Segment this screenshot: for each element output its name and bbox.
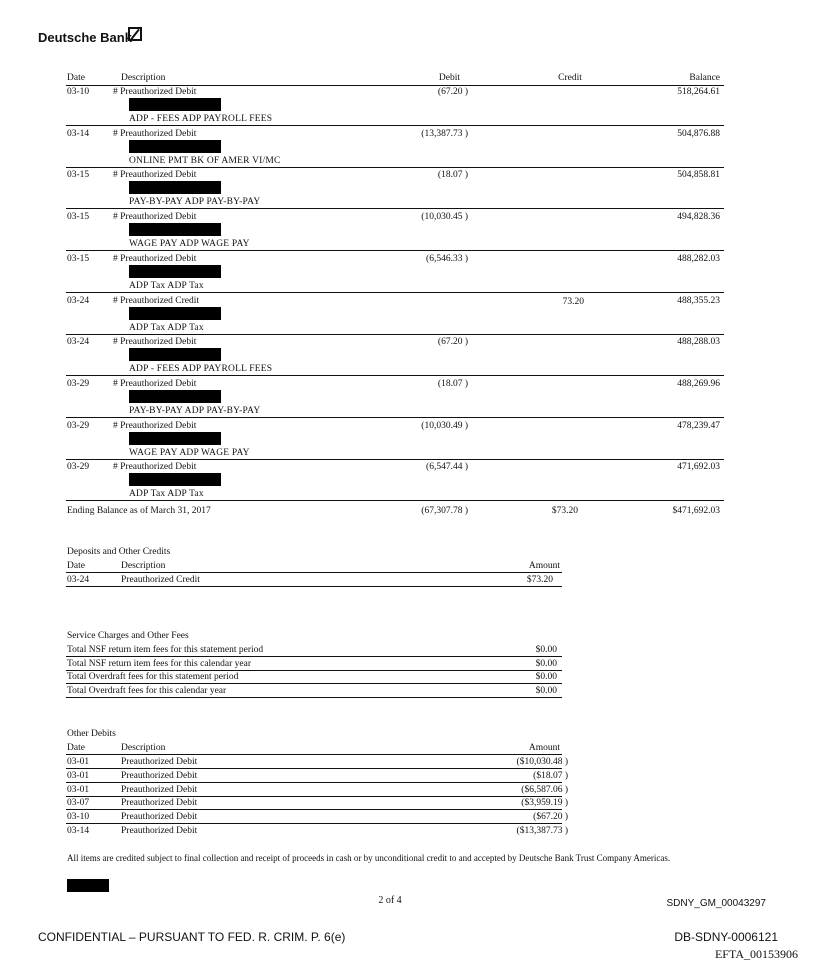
txn-row-rule <box>66 208 724 209</box>
other-debit-date: 03-10 <box>67 812 90 823</box>
txn-detail: ADP - FEES ADP PAYROLL FEES <box>129 364 273 375</box>
txn-balance: 471,692.03 <box>677 462 720 473</box>
txn-detail: ADP Tax ADP Tax <box>129 280 204 291</box>
txn-row-rule <box>66 334 724 335</box>
txn-debit: (6,546.33 ) <box>426 253 468 264</box>
col-header-credit: Credit <box>558 73 582 83</box>
ending-balance-label: Ending Balance as of March 31, 2017 <box>67 506 211 516</box>
redaction-block <box>67 879 109 892</box>
other-debit-amount: ($10,030.48 ) <box>516 757 568 767</box>
ending-credit-total: $73.20 <box>551 506 578 516</box>
other-debits-title: Other Debits <box>67 729 116 739</box>
txn-date: 03-15 <box>67 170 90 181</box>
txn-type: # Preauthorized Debit <box>113 253 197 264</box>
other-debit-date: 03-01 <box>67 784 90 795</box>
txn-detail: PAY-BY-PAY ADP PAY-BY-PAY <box>129 405 261 416</box>
other-debit-amount: ($13,387.73 ) <box>516 826 568 836</box>
txn-row-rule <box>66 250 724 251</box>
txn-date: 03-14 <box>67 128 90 139</box>
txn-detail: ADP - FEES ADP PAYROLL FEES <box>129 114 273 124</box>
txn-balance: 518,264.61 <box>677 87 720 97</box>
txn-type: # Preauthorized Debit <box>113 87 197 97</box>
other-debit-date: 03-14 <box>67 826 90 836</box>
txn-row-rule <box>66 500 724 501</box>
txn-debit: (6,547.44 ) <box>426 462 468 473</box>
txn-date: 03-10 <box>67 87 90 97</box>
other-debit-description: Preauthorized Debit <box>121 770 198 781</box>
other-debit-description: Preauthorized Debit <box>121 798 198 809</box>
txn-date: 03-29 <box>67 378 90 389</box>
deposits-title: Deposits and Other Credits <box>67 547 171 557</box>
txn-debit: (13,387.73 ) <box>421 128 468 139</box>
txn-row-rule <box>66 292 724 293</box>
txn-type: # Preauthorized Debit <box>113 378 197 389</box>
txn-debit: (18.07 ) <box>437 378 468 389</box>
bank-name: Deutsche Bank <box>38 30 132 45</box>
txn-row-rule <box>66 375 724 376</box>
txn-balance: 488,355.23 <box>677 295 720 306</box>
other-debits-col-description: Description <box>121 743 166 753</box>
txn-date: 03-15 <box>67 212 90 223</box>
other-debit-date: 03-07 <box>67 798 90 809</box>
fee-label: Total NSF return item fees for this calendar year <box>67 658 251 669</box>
deposit-row-amount: $73.20 <box>526 575 553 585</box>
redaction-block <box>129 265 221 278</box>
other-debit-amount: ($3,959.19 ) <box>521 798 568 809</box>
redaction-block <box>129 181 221 194</box>
txn-balance: 504,876.88 <box>677 128 720 139</box>
collection-disclaimer: All items are credited subject to final collection and receipt of proceeds in cash or by unconditional credit to and accepted by Deutsche Bank Trust Company Americas. <box>67 853 671 863</box>
txn-type: # Preauthorized Debit <box>113 212 197 223</box>
deposits-bottom-rule <box>66 586 562 587</box>
deposits-col-amount: Amount <box>528 561 560 571</box>
fee-row-rule <box>66 670 562 671</box>
fee-row-rule <box>66 683 562 684</box>
deposits-col-description: Description <box>121 561 166 571</box>
fee-row-rule <box>66 697 562 698</box>
txn-date: 03-24 <box>67 295 90 306</box>
txn-type: # Preauthorized Debit <box>113 170 197 181</box>
other-debit-row-rule <box>66 796 562 797</box>
txn-date: 03-29 <box>67 420 90 431</box>
txn-debit: (10,030.45 ) <box>421 212 468 223</box>
txn-row-rule <box>66 459 724 460</box>
confidential-notice: CONFIDENTIAL – PURSUANT TO FED. R. CRIM. P. 6(e) <box>38 930 346 944</box>
deutsche-bank-logo-icon <box>128 27 142 41</box>
fee-amount: $0.00 <box>535 658 557 669</box>
redaction-block <box>129 348 221 361</box>
col-header-debit: Debit <box>438 73 460 83</box>
redaction-block <box>129 307 221 320</box>
redaction-block <box>129 390 221 403</box>
txn-date: 03-15 <box>67 253 90 264</box>
other-debit-description: Preauthorized Debit <box>121 757 198 767</box>
txn-debit: (67.20 ) <box>437 337 468 348</box>
fee-amount: $0.00 <box>535 645 557 655</box>
other-debit-amount: ($6,587.06 ) <box>521 784 568 795</box>
other-debit-row-rule <box>66 823 562 824</box>
redaction-block <box>129 432 221 445</box>
other-debit-amount: ($67.20 ) <box>533 812 568 823</box>
col-header-balance: Balance <box>689 73 720 83</box>
ending-balance-total: $471,692.03 <box>672 506 720 516</box>
redaction-block <box>129 473 221 486</box>
fee-amount: $0.00 <box>535 685 557 696</box>
txn-row-rule <box>66 125 724 126</box>
fee-row-rule <box>66 656 562 657</box>
redaction-block <box>129 98 221 111</box>
redaction-block <box>129 223 221 236</box>
txn-balance: 478,239.47 <box>677 420 720 431</box>
txn-balance: 488,288.03 <box>677 337 720 348</box>
txn-balance: 504,858.81 <box>677 170 720 181</box>
txn-detail: WAGE PAY ADP WAGE PAY <box>129 447 250 458</box>
txn-debit: (10,030.49 ) <box>421 420 468 431</box>
txn-date: 03-29 <box>67 462 90 473</box>
txn-type: # Preauthorized Debit <box>113 337 197 348</box>
other-debit-date: 03-01 <box>67 757 90 767</box>
bates-db-sdny: DB-SDNY-0006121 <box>674 930 778 944</box>
txn-detail: ONLINE PMT BK OF AMER VI/MC <box>129 155 281 166</box>
fee-amount: $0.00 <box>535 672 557 682</box>
txn-detail: ADP Tax ADP Tax <box>129 489 204 500</box>
bates-sdny-gm: SDNY_GM_00043297 <box>666 898 766 909</box>
deposit-row-date: 03-24 <box>67 575 90 585</box>
txn-type: # Preauthorized Debit <box>113 462 197 473</box>
txn-detail: PAY-BY-PAY ADP PAY-BY-PAY <box>129 197 261 208</box>
txn-date: 03-24 <box>67 337 90 348</box>
col-header-date: Date <box>67 73 85 83</box>
other-debit-date: 03-01 <box>67 770 90 781</box>
table-header-rule <box>66 85 724 86</box>
other-debits-col-date: Date <box>67 743 85 753</box>
txn-detail: ADP Tax ADP Tax <box>129 322 204 333</box>
ending-debit-total: (67,307.78 ) <box>421 506 468 516</box>
other-debits-col-amount: Amount <box>528 743 560 753</box>
txn-type: # Preauthorized Credit <box>113 295 200 306</box>
other-debit-description: Preauthorized Debit <box>121 812 198 823</box>
other-debit-row-rule <box>66 768 562 769</box>
other-debit-row-rule <box>66 809 562 810</box>
fee-label: Total Overdraft fees for this statement period <box>67 672 239 682</box>
fee-label: Total Overdraft fees for this calendar year <box>67 685 227 696</box>
txn-balance: 488,269.96 <box>677 378 720 389</box>
other-debit-description: Preauthorized Debit <box>121 784 198 795</box>
col-header-description: Description <box>121 73 166 83</box>
txn-credit: 73.20 <box>562 296 584 307</box>
txn-row-rule <box>66 417 724 418</box>
fee-label: Total NSF return item fees for this statement period <box>67 645 264 655</box>
txn-type: # Preauthorized Debit <box>113 420 197 431</box>
txn-debit: (67.20 ) <box>437 87 468 97</box>
txn-debit: (18.07 ) <box>437 170 468 181</box>
service-charges-title: Service Charges and Other Fees <box>67 631 189 641</box>
other-debit-amount: ($18.07 ) <box>533 770 568 781</box>
txn-row-rule <box>66 167 724 168</box>
txn-balance: 494,828.36 <box>677 212 720 223</box>
txn-balance: 488,282.03 <box>677 253 720 264</box>
other-debits-header-rule <box>66 754 562 755</box>
deposit-row-description: Preauthorized Credit <box>121 575 200 585</box>
txn-detail: WAGE PAY ADP WAGE PAY <box>129 239 250 250</box>
other-debit-description: Preauthorized Debit <box>121 826 198 836</box>
bates-efta: EFTA_00153906 <box>714 947 798 961</box>
deposits-header-rule <box>66 572 562 573</box>
other-debit-row-rule <box>66 782 562 783</box>
deposits-col-date: Date <box>67 561 85 571</box>
redaction-block <box>129 140 221 153</box>
page-number: 2 of 4 <box>378 895 402 906</box>
txn-type: # Preauthorized Debit <box>113 128 197 139</box>
